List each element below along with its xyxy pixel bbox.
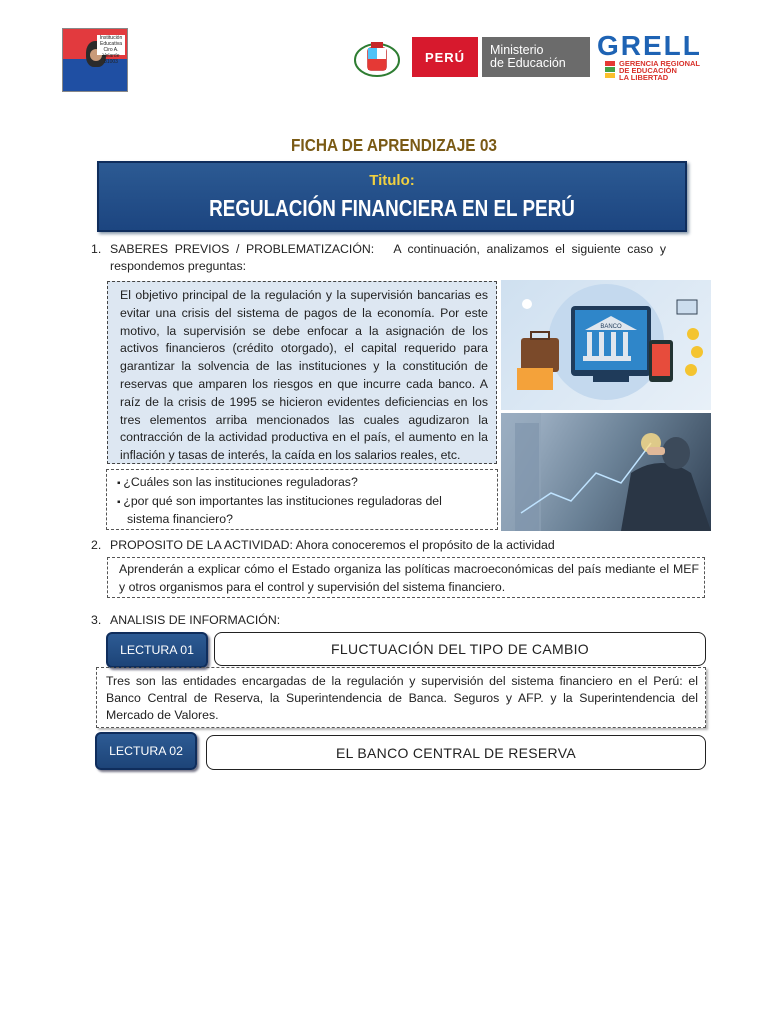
question-item: ▪ ¿Cuáles son las instituciones reguladoras? bbox=[117, 474, 487, 493]
lectura-02-tag: LECTURA 02 bbox=[95, 732, 197, 770]
section3-number: 3. bbox=[91, 613, 102, 627]
grell-sub-line2: DE EDUCACIÓN bbox=[619, 66, 677, 75]
question-item: ▪ ¿por qué son importantes las instituciones reguladoras del sistema financiero? bbox=[117, 493, 487, 529]
bank-image-label: BANCO bbox=[600, 324, 622, 330]
bank-illustration bbox=[501, 280, 711, 410]
purpose-text: Aprenderán a explicar cómo el Estado organiza las políticas macroeconómicas del país mediante el MEF y otros organismos para el control y supervisión del sistema financiero. bbox=[119, 562, 699, 594]
grell-bars-icon bbox=[605, 61, 615, 79]
case-text: El objetivo principal de la regulación y la supervisión bancarias es evitar una crisis del sistema de pagos de la economía. Por este motivo, la supervisión se debe enfocar a la asignación de los activos financieros (crédito otorgado), el capital requerido para garantizar la solvencia de las instituciones y la constitución de reservas que amparen los riesgos en que incurre cada banco. A raíz de la crisis de 1995 se hicieron evidentes deficiencias en los tres elementos arriba mencionados las cuales agudizaron la contracción de la actividad productiva en el país, el aumento en la inflación y tasas de interés, la caída en los salarios reales, etc. bbox=[120, 288, 488, 463]
business-illustration bbox=[501, 413, 711, 531]
section1-intro: A continuación, analizamos el siguiente caso y respondemos preguntas: bbox=[110, 242, 667, 273]
questions-list bbox=[117, 474, 487, 529]
title-banner bbox=[97, 161, 687, 232]
lectura-01-tag: LECTURA 01 bbox=[106, 632, 208, 668]
title-main: REGULACIÓN FINANCIERA EN EL PERÚ bbox=[209, 195, 575, 221]
grell-title: GRELL bbox=[597, 30, 702, 61]
grell-logo bbox=[597, 30, 762, 80]
ficha-title: FICHA DE APRENDIZAJE 03 bbox=[291, 135, 497, 155]
bank-icon bbox=[501, 280, 711, 410]
section1-intro-block bbox=[110, 241, 666, 275]
information-text: Tres son las entidades encargadas de la regulación y supervisión del sistema financiero en el Perú: el Banco Central de Reserva, la Superintendencia de Banca. Seguros y AFP. y la Superintendencia del Mercado de Valores. bbox=[106, 674, 698, 722]
questions-box bbox=[106, 469, 498, 530]
minedu-line2: de Educación bbox=[490, 56, 566, 70]
grell-sub-line1: GERENCIA REGIONAL bbox=[619, 59, 700, 68]
section1-heading: SABERES PREVIOS / PROBLEMATIZACIÓN: bbox=[110, 242, 375, 256]
national-shield-icon bbox=[353, 40, 401, 78]
school-logo-text: Institución Educativa Ciro A. Velarde 81003 bbox=[97, 35, 125, 55]
business-chart-icon bbox=[501, 413, 711, 531]
minedu-line1: Ministerio bbox=[490, 43, 544, 57]
lectura-02-title: EL BANCO CENTRAL DE RESERVA bbox=[206, 735, 706, 770]
information-box bbox=[96, 667, 706, 728]
lectura-01-title: FLUCTUACIÓN DEL TIPO DE CAMBIO bbox=[214, 632, 706, 666]
section3-heading: ANALISIS DE INFORMACIÓN: bbox=[110, 613, 281, 627]
title-label: Titulo: bbox=[369, 172, 415, 189]
minedu-logo bbox=[482, 37, 590, 77]
case-text-box bbox=[107, 281, 497, 464]
peru-brand: PERÚ bbox=[412, 37, 478, 77]
grell-sub-line3: LA LIBERTAD bbox=[619, 73, 669, 82]
school-logo bbox=[62, 28, 128, 92]
section2-heading: PROPOSITO DE LA ACTIVIDAD: Ahora conoceremos el propósito de la actividad bbox=[110, 538, 555, 552]
purpose-box bbox=[107, 557, 705, 598]
section1-number: 1. bbox=[91, 242, 102, 256]
grell-subtitle bbox=[619, 60, 700, 81]
section2-number: 2. bbox=[91, 538, 102, 552]
